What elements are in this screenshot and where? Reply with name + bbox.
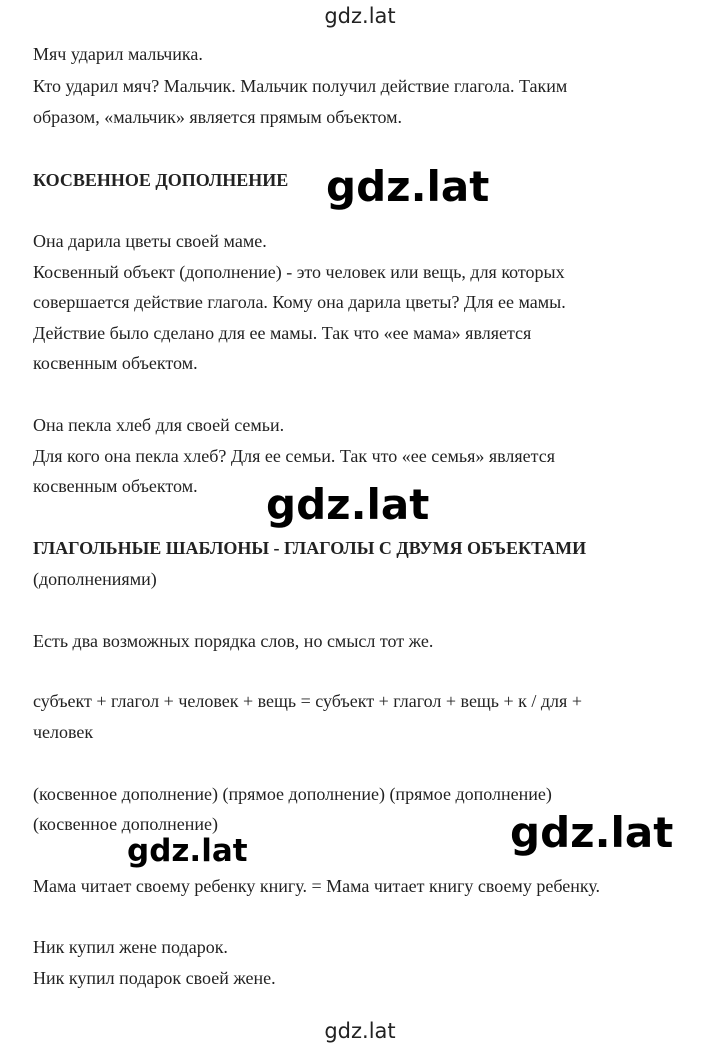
paragraph-line: совершается действие глагола. Кому она дарила цветы? Для ее мамы. bbox=[33, 292, 566, 312]
formula-line: человек bbox=[33, 722, 94, 742]
paragraph-line: Мяч ударил мальчика. bbox=[33, 44, 203, 64]
section-heading-indirect-object: КОСВЕННОЕ ДОПОЛНЕНИЕ bbox=[33, 170, 289, 190]
paragraph-line: образом, «мальчик» является прямым объектом. bbox=[33, 107, 402, 127]
example-sentence: Ник купил жене подарок. bbox=[33, 937, 228, 957]
watermark-bottom: gdz.lat bbox=[324, 1019, 396, 1043]
paragraph-line: Есть два возможных порядка слов, но смысл тот же. bbox=[33, 631, 434, 651]
watermark-large: gdz.lat bbox=[127, 833, 248, 869]
paragraph-line: Она пекла хлеб для своей семьи. bbox=[33, 415, 285, 435]
formula-line: субъект + глагол + человек + вещь = субъект + глагол + вещь + к / для + bbox=[33, 691, 582, 711]
example-sentence: Мама читает своему ребенку книгу. = Мама читает книгу своему ребенку. bbox=[33, 876, 601, 896]
watermark-large: gdz.lat bbox=[266, 480, 430, 529]
paragraph-line: Действие было сделано для ее мамы. Так что «ее мама» является bbox=[33, 323, 532, 343]
paragraph-line: Она дарила цветы своей маме. bbox=[33, 231, 267, 251]
watermark-large: gdz.lat bbox=[326, 162, 490, 211]
watermark-top: gdz.lat bbox=[324, 4, 396, 28]
paragraph-line: косвенным объектом. bbox=[33, 353, 198, 373]
paragraph-line: Для кого она пекла хлеб? Для ее семьи. Так что «ее семья» является bbox=[33, 446, 555, 466]
watermark-large: gdz.lat bbox=[510, 808, 674, 857]
paragraph-line: Кто ударил мяч? Мальчик. Мальчик получил действие глагола. Таким bbox=[33, 76, 568, 96]
formula-annotation-line: (косвенное дополнение) (прямое дополнение) (прямое дополнение) bbox=[33, 784, 552, 804]
formula-annotation-line: (косвенное дополнение) bbox=[33, 814, 219, 834]
section-heading-verb-patterns: ГЛАГОЛЬНЫЕ ШАБЛОНЫ - ГЛАГОЛЫ С ДВУМЯ ОБЪЕКТАМИ bbox=[33, 538, 587, 558]
example-sentence: Ник купил подарок своей жене. bbox=[33, 968, 276, 988]
paragraph-line: косвенным объектом. bbox=[33, 476, 198, 496]
paragraph-line: Косвенный объект (дополнение) - это человек или вещь, для которых bbox=[33, 262, 565, 282]
paragraph-line: (дополнениями) bbox=[33, 569, 157, 589]
